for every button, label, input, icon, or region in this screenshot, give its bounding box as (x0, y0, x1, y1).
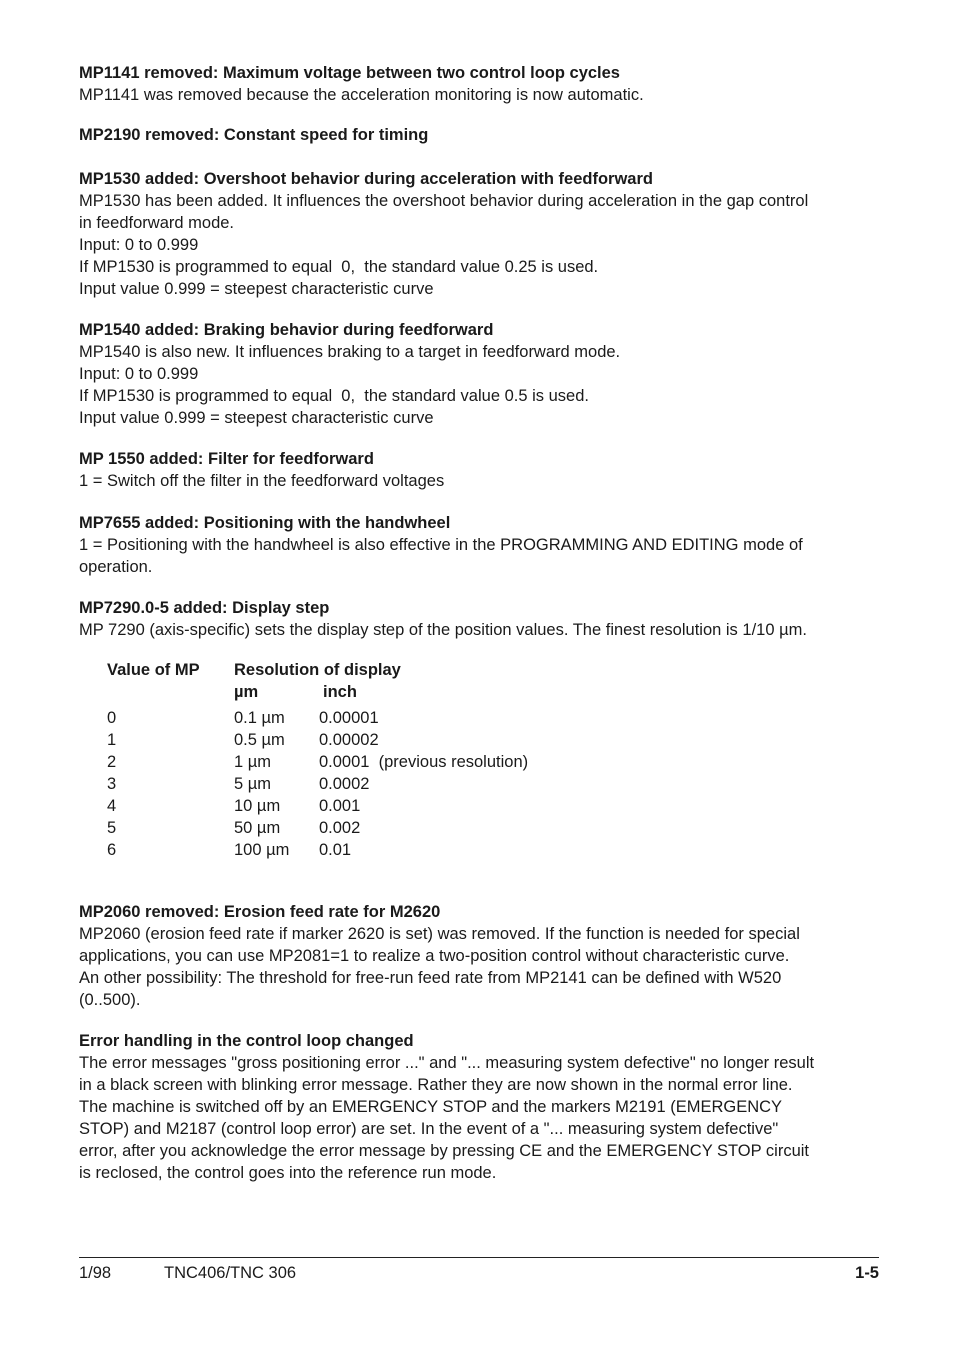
section-line: MP1540 is also new. It influences braking to a target in feedforward mode. (79, 343, 621, 361)
section-line: (0..500). (79, 991, 141, 1009)
section-line: error, after you acknowledge the error message by pressing CE and the EMERGENCY STOP circuit (79, 1142, 809, 1160)
section-heading: MP1141 removed: Maximum voltage between two control loop cycles (79, 64, 620, 82)
table-cell-um: 5 µm (234, 775, 272, 793)
section-line: in feedforward mode. (79, 214, 235, 232)
table-cell-um: 10 µm (234, 797, 281, 815)
table-row (107, 795, 879, 817)
table-row (107, 707, 879, 729)
section-heading: MP7655 added: Positioning with the handwheel (79, 514, 451, 532)
footer-page-number: 1-5 (855, 1264, 879, 1282)
section-line: 1 = Positioning with the handwheel is also effective in the PROGRAMMING AND EDITING mode of (79, 536, 803, 554)
table-cell-inch: 0.01 (319, 841, 352, 859)
table-cell-um: 100 µm (234, 841, 290, 859)
table-row (107, 817, 879, 839)
section-line: If MP1530 is programmed to equal 0, the standard value 0.5 is used. (79, 387, 589, 405)
table-cell-um: 0.5 µm (234, 731, 285, 749)
section-line: MP2060 (erosion feed rate if marker 2620 is set) was removed. If the function is needed for special (79, 925, 800, 943)
table-row (107, 839, 879, 861)
footer-model: TNC406/TNC 306 (164, 1264, 297, 1282)
section-heading: MP2190 removed: Constant speed for timing (79, 126, 429, 144)
table-header-row (107, 659, 879, 681)
section-heading: MP1530 added: Overshoot behavior during acceleration with feedforward (79, 170, 653, 188)
table-cell-inch: 0.00001 (319, 709, 379, 727)
section-line: applications, you can use MP2081=1 to realize a two-position control without characteristic curve. (79, 947, 790, 965)
table-cell-mp: 2 (107, 753, 117, 771)
section-line: operation. (79, 558, 153, 576)
table-cell-mp: 3 (107, 775, 117, 793)
table-cell-inch: 0.0002 (319, 775, 370, 793)
section-line: in a black screen with blinking error message. Rather they are now shown in the normal error line. (79, 1076, 793, 1094)
section-heading: Error handling in the control loop changed (79, 1032, 414, 1050)
table-row (107, 751, 879, 773)
section-mp1540 (79, 319, 879, 429)
section-line: MP 7290 (axis-specific) sets the display step of the position values. The finest resolution is 1/10 µm. (79, 621, 807, 639)
section-line: Input: 0 to 0.999 (79, 365, 199, 383)
section-mp7655 (79, 512, 879, 578)
section-line: STOP) and M2187 (control loop error) are set. In the event of a "... measuring system defective" (79, 1120, 779, 1138)
section-mp2060 (79, 901, 879, 1011)
table-cell-mp: 6 (107, 841, 117, 859)
table-cell-um: 50 µm (234, 819, 281, 837)
section-error-handling (79, 1030, 879, 1184)
document-body (79, 62, 879, 1184)
table-header-resolution: Resolution of display (234, 661, 401, 679)
resolution-table (107, 659, 879, 861)
section-line: Input: 0 to 0.999 (79, 236, 199, 254)
section-line: MP1530 has been added. It influences the overshoot behavior during acceleration in the gap control (79, 192, 809, 210)
table-cell-mp: 0 (107, 709, 117, 727)
table-row (107, 773, 879, 795)
section-line: The error messages "gross positioning error ..." and "... measuring system defective" no longer result (79, 1054, 815, 1072)
section-mp7290 (79, 597, 879, 641)
table-cell-mp: 4 (107, 797, 117, 815)
page-footer (79, 1262, 879, 1284)
footer-divider (79, 1257, 879, 1258)
table-cell-inch: 0.00002 (319, 731, 379, 749)
table-cell-inch: 0.002 (319, 819, 361, 837)
table-cell-inch: 0.001 (319, 797, 361, 815)
section-line: MP1141 was removed because the acceleration monitoring is now automatic. (79, 86, 644, 104)
section-line: 1 = Switch off the filter in the feedforward voltages (79, 472, 445, 490)
table-cell-inch: 0.0001 (previous resolution) (319, 753, 529, 771)
table-cell-mp: 5 (107, 819, 117, 837)
table-row (107, 729, 879, 751)
section-line: The machine is switched off by an EMERGENCY STOP and the markers M2191 (EMERGENCY (79, 1098, 783, 1116)
section-heading: MP2060 removed: Erosion feed rate for M2620 (79, 903, 441, 921)
section-mp1530 (79, 168, 879, 300)
table-subheader-inch: inch (323, 683, 357, 701)
table-header-value-of-mp: Value of MP (107, 661, 200, 679)
footer-date: 1/98 (79, 1264, 112, 1282)
section-heading: MP7290.0-5 added: Display step (79, 599, 330, 617)
section-line: An other possibility: The threshold for free-run feed rate from MP2141 can be defined with W520 (79, 969, 782, 987)
table-subheader-row (107, 681, 879, 703)
section-line: Input value 0.999 = steepest characteristic curve (79, 280, 434, 298)
section-heading: MP 1550 added: Filter for feedforward (79, 450, 374, 468)
table-cell-um: 1 µm (234, 753, 272, 771)
table-cell-um: 0.1 µm (234, 709, 285, 727)
section-mp2190 (79, 124, 879, 146)
section-line: Input value 0.999 = steepest characteristic curve (79, 409, 434, 427)
section-mp1141 (79, 62, 879, 106)
section-line: If MP1530 is programmed to equal 0, the standard value 0.25 is used. (79, 258, 599, 276)
table-subheader-um: µm (234, 683, 259, 701)
section-line: is reclosed, the control goes into the reference run mode. (79, 1164, 497, 1182)
section-mp1550 (79, 448, 879, 492)
section-heading: MP1540 added: Braking behavior during feedforward (79, 321, 494, 339)
table-cell-mp: 1 (107, 731, 117, 749)
